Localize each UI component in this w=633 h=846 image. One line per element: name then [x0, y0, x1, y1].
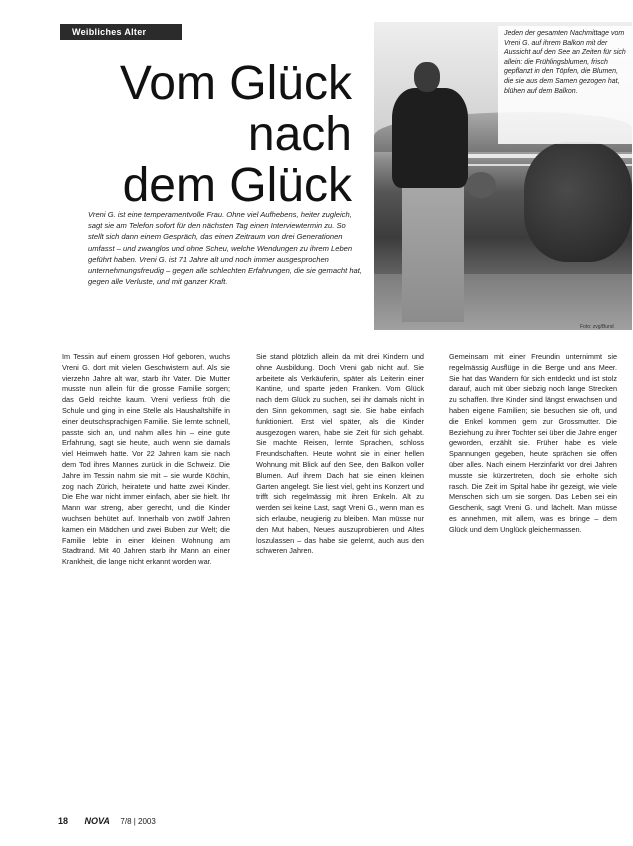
body-column-3: [449, 352, 617, 536]
body-text-2: Sie stand plötzlich allein da mit drei Kindern und ohne Ausbildung. Doch Vreni gab nicht auf. Sie arbeitete als Verkäuferin, später als Leiterin einer Kantine, und sparte jeden Franken. Vom Glück nach dem Glück zu suchen, sei ihr damals nicht in den Sinn gekommen, sagt sie. Sie habe einfach funktioniert. Erst viel später, als die Kinder ausgezogen waren, habe sie Zeit für sich gehabt. Sie machte Reisen, lernte Sprachen, schloss Freundschaften. Heute wohnt sie in einer hellen Wohnung mit Blick auf den See, den Balkon voller Blumen. Auf ihrem Dach hat sie einen kleinen Garten angelegt. Sie liest viel, geht ins Konzert und trifft sich regelmässig mit ihren Enkeln. Alt zu werden sei keine Last, sagt Vreni G., wenn man es sich erlaube, neugierig zu bleiben. Man müsse nur den Mut haben, Neues auszuprobieren und Altes loszulassen – das habe sie gelernt, auch aus den schweren Jahren.: [256, 352, 424, 556]
photo-caption: Jeden der gesamten Nachmittage vom Vreni G. auf ihrem Balkon mit der Aussicht auf den See an Zeiten für sich allein: die Frühlingsblumen, frisch gepflanzt in den Töpfen, die Blumen, die sie aus dem Samen gezogen hat, blühen auf dem Balkon.: [498, 26, 632, 144]
body-text-1: Im Tessin auf einem grossen Hof geboren, wuchs Vreni G. dort mit vielen Geschwistern auf. Als sie vierzehn Jahre alt war, starb ihr Vater. Die Mutter musste nun allein für die grosse Familie sorgen; das Geld reichte kaum. Vreni verliess früh die Schule und ging in eine Stelle als Haushaltshilfe in einer deutschsprachigen Familie. Sie lernte schnell, passte sich an, und nahm alles hin – eine gute Erfahrung, sagt sie heute, auch wenn sie damals viel Heimweh hatte. Vor 22 Jahren kam sie nach dem Tod ihres Mannes zurück in die Schweiz. Die Jahre im Tessin nahm sie mit – sie wurde Köchin, zog nach Zürich, heiratete und hatte zwei Kinder. Die Ehe war nicht immer einfach, aber sie hielt. Ihr Mann war streng, aber gerecht, und die Kinder wuchsen behütet auf. Innerhalb von zwölf Jahren kamen ein Mädchen und zwei Buben zur Welt; die Familie lebte in einer kleinen Wohnung am Stadtrand. Mit 40 Jahren starb ihr Mann an einer Krankheit, die lange nicht erkannt worden war.: [62, 352, 230, 567]
photo-person-torso: [392, 88, 468, 188]
body-text-3: Gemeinsam mit einer Freundin unternimmt sie regelmässig Ausflüge in die Berge und ans Meer. Sie hat das Wandern für sich entdeckt und ist stolz darauf, auch mit über siebzig noch lange Strecken zu schaffen. Ihre Kinder sind längst erwachsen und haben eigene Familien; sie besuchen sie oft, und die Enkel kommen gern zur Grossmutter. Die Beziehung zu ihrer Tochter sei über die Jahre enger geworden, erzählt sie. Früher habe es viele Spannungen gegeben, heute sprächen sie offen über alles. Nach einem Herzinfarkt vor drei Jahren musste sie kürzertreten, doch sie erholte sich rasch. Die Zeit im Spital habe ihr gezeigt, wie viele Menschen sich um sie sorgen. Das Leben sei ein Geschenk, sagt Vreni G. und lächelt. Man müsse es annehmen, mit allem, was es bringe – dem Glück und dem Unglück gleichermassen.: [449, 352, 617, 534]
photo-person-head: [414, 62, 440, 92]
page-footer: [58, 816, 156, 826]
photo-plants: [524, 142, 632, 262]
photo-watering-can: [466, 172, 496, 198]
body-column-2: [256, 352, 424, 557]
lead-paragraph: Vreni G. ist eine temperamentvolle Frau. Ohne viel Aufhebens, heiter zugleich, sagt sie am Telefon sofort für den nächsten Tag einen Interviewtermin zu. So stellt sich dann einem Gespräch, das einen Zeitraum von drei Generationen umfasst – und zwanglos und ohne Scheu, welche Wendungen zu ihrem Leben geführt haben. Vreni G. ist 71 Jahre alt und noch immer ausgesprochen unternehmungsfreudig – gegen alle schlechten Erfahrungen, die sie gemacht hat, gegen alle Verluste, und mit ganzer Kraft.: [88, 210, 362, 287]
issue-number: 7/8 | 2003: [120, 817, 156, 826]
title-line-2: nach: [247, 108, 352, 161]
body-column-1: [62, 352, 230, 568]
magazine-name: NOVA: [84, 816, 110, 826]
title-line-1: Vom Glück: [119, 57, 352, 110]
photo-person-legs: [402, 182, 464, 322]
article-title: [0, 58, 352, 211]
photo-credit: Foto: zvg/Bund: [580, 324, 614, 330]
page-number: 18: [58, 816, 69, 826]
title-line-3: dem Glück: [122, 159, 352, 212]
section-tag: Weibliches Alter: [60, 24, 182, 40]
